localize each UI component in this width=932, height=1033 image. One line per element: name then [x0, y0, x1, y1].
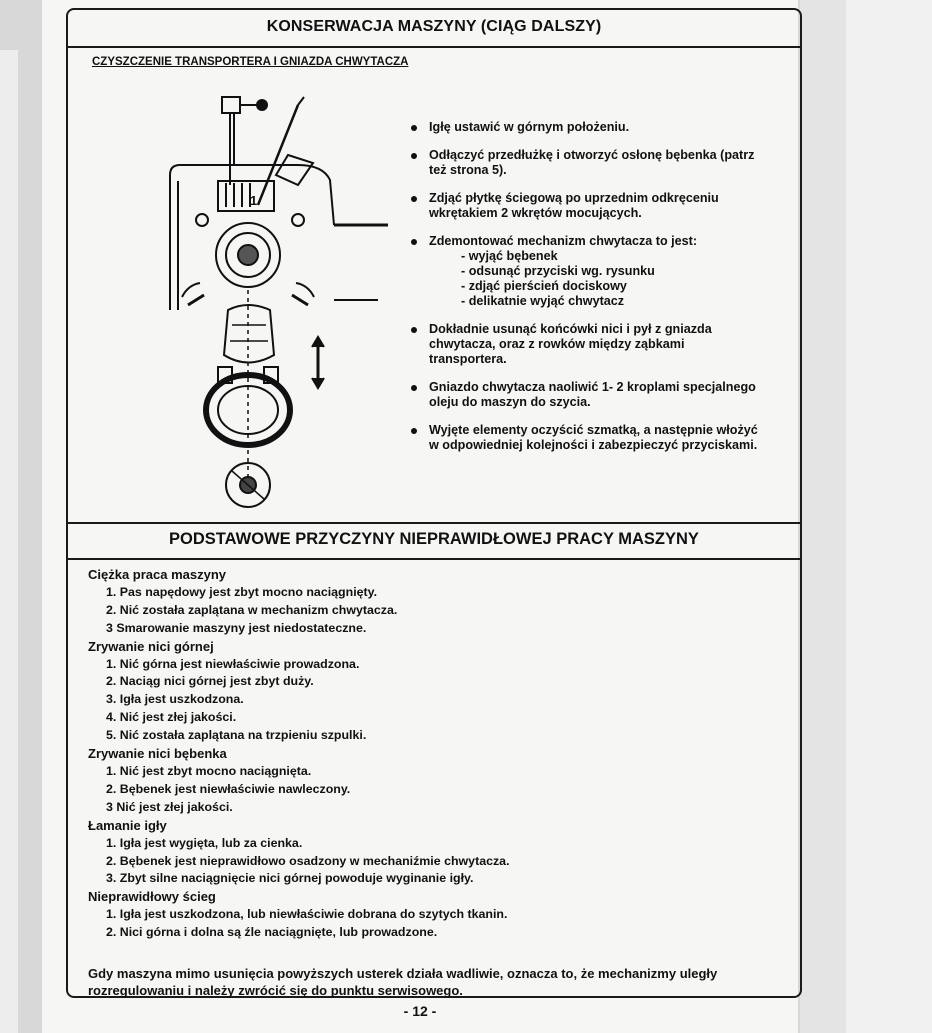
cause-item: 1. Nić jest zbyt mocno naciągnięta. — [106, 763, 312, 778]
hook-mechanism-illustration — [148, 85, 398, 525]
cause-item: 4. Nić jest złej jakości. — [106, 710, 237, 725]
cause-item: 3 Smarowanie maszyny jest niedostateczne. — [106, 620, 367, 635]
page-title: KONSERWACJA MASZYNY (CIĄG DALSZY) — [266, 18, 602, 35]
cause-item: 5. Nić została zaplątana na trzpieniu szpulki. — [106, 728, 367, 743]
cause-item: 2. Bębenek jest niewłaściwie nawleczony. — [106, 781, 351, 796]
service-note: Gdy maszyna mimo usunięcia powyższych usterek działa wadliwie, oznacza to, że mechanizmy uległy rozregulowaniu i należy zwrócić się do punktu serwisowego. — [88, 966, 718, 998]
page-number: - 12 - — [403, 1003, 437, 1019]
cause-item: 2. Naciąg nici górnej jest zbyt duży. — [106, 674, 314, 689]
step-item — [403, 423, 763, 453]
section-title: PODSTAWOWE PRZYCZYNY NIEPRAWIDŁOWEJ PRACY MASZYNY — [169, 530, 699, 548]
substep: - zdjąć pierścień dociskowy — [461, 279, 627, 293]
cause-item: 3. Zbyt silne naciągnięcie nici górnej powoduje wyginanie igły. — [106, 871, 474, 886]
step-item — [403, 191, 763, 221]
cause-item: 2. Bębenek jest nieprawidłowo osadzony w mechaniźmie chwytacza. — [106, 853, 510, 868]
bullet-icon — [411, 239, 417, 245]
cause-heading: Ciężka praca maszyny — [88, 567, 227, 582]
step-text: Odłączyć przedłużkę i otworzyć osłonę bębenka (patrz też strona 5). — [429, 148, 755, 177]
bullet-icon — [411, 196, 417, 202]
cause-heading: Zrywanie nici bębenka — [88, 746, 227, 762]
step-item — [403, 120, 763, 135]
cause-item: 3 Nić jest złej jakości. — [106, 799, 233, 814]
bullet-icon — [411, 385, 417, 391]
step-item — [403, 234, 763, 309]
cause-item: 3. Igła jest uszkodzona. — [106, 692, 244, 707]
bullet-icon — [411, 327, 417, 333]
scan-margin-left — [0, 50, 18, 1033]
substep: - delikatnie wyjąć chwytacz — [461, 294, 625, 308]
cause-heading: Łamanie igły — [88, 817, 167, 833]
section-subtitle: CZYSZCZENIE TRANSPORTERA I GNIAZDA CHWYTACZA — [92, 56, 409, 68]
step-item — [403, 322, 763, 367]
scan-margin-right — [800, 0, 846, 1033]
cause-item: 1. Pas napędowy jest zbyt mocno naciągnięty. — [106, 584, 378, 599]
cause-heading: Nieprawidłowy ścieg — [88, 889, 216, 905]
cleaning-steps-list — [403, 120, 763, 466]
cause-heading: Zrywanie nici górnej — [88, 638, 214, 654]
needle-clamp-shape — [222, 97, 240, 113]
substep: - wyjąć bębenek — [461, 249, 558, 263]
section-divider-top — [68, 522, 800, 524]
bullet-icon — [411, 125, 417, 131]
figure-label-1: 1 — [250, 193, 258, 208]
section-divider-bottom — [68, 558, 800, 560]
step-text: Igłę ustawić w górnym położeniu. — [429, 120, 630, 134]
bullet-icon — [411, 153, 417, 159]
step-text: Wyjęte elementy oczyścić szmatką, a następnie włożyć w odpowiedniej kolejności i zabezpieczyć przyciskami. — [429, 423, 758, 452]
manual-page — [42, 0, 798, 1033]
troubleshooting-list — [88, 566, 778, 942]
cause-item: 1. Igła jest wygięta, lub za cienka. — [106, 835, 303, 850]
cause-item: 2. Nici górna i dolna są źle naciągnięte, lub prowadzone. — [106, 925, 438, 940]
scan-margin-far-right — [846, 0, 932, 1033]
title-divider — [68, 46, 800, 48]
bullet-icon — [411, 428, 417, 434]
cause-item: 2. Nić została zaplątana w mechanizm chwytacza. — [106, 602, 398, 617]
substep: - odsunąć przyciski wg. rysunku — [461, 264, 655, 278]
cause-item: 1. Nić górna jest niewłaściwie prowadzona. — [106, 656, 360, 671]
step-text: Gniazdo chwytacza naoliwić 1- 2 kroplami specjalnego oleju do maszyn do szycia. — [429, 380, 756, 409]
step-text: Zdjąć płytkę ściegową po uprzednim odkręceniu wkrętakiem 2 wkrętów mocujących. — [429, 191, 719, 220]
step-item — [403, 148, 763, 178]
page-frame — [66, 8, 802, 998]
step-text: Zdemontować mechanizm chwytacza to jest: — [429, 234, 698, 248]
step-item — [403, 380, 763, 410]
step-text: Dokładnie usunąć końcówki nici i pył z gniazda chwytacza, oraz z rowków między ząbkami transportera. — [429, 322, 712, 366]
cause-item: 1. Igła jest uszkodzona, lub niewłaściwie dobrana do szytych tkanin. — [106, 907, 508, 922]
